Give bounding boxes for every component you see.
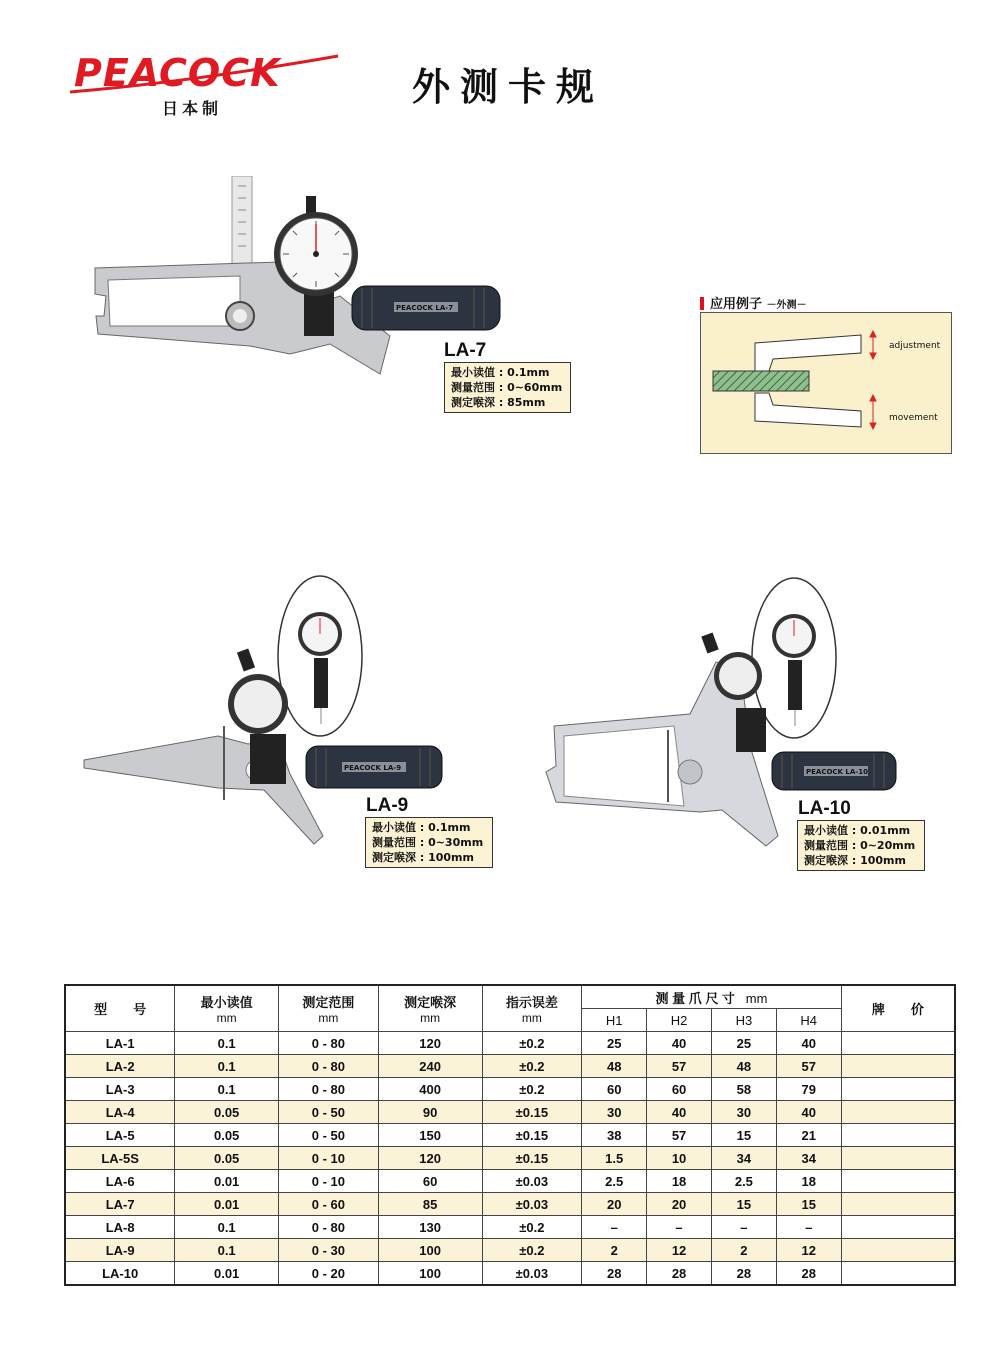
cell-h2: 18 [647, 1170, 712, 1193]
table-row [65, 1216, 955, 1239]
la7-spec-box: 最小读值 : 0.1mm 测量范围 : 0~60mm 测定喉深 : 85mm [444, 362, 571, 413]
specifications-table-body [65, 1032, 955, 1286]
header-error-label: 指示误差 [505, 995, 558, 1010]
header-min-reading-unit: mm [216, 1011, 237, 1025]
table-row [65, 1239, 955, 1262]
cell-model: LA-9 [65, 1239, 175, 1262]
spec-key: 最小读值 [804, 824, 848, 837]
cell-h2: 12 [647, 1239, 712, 1262]
cell-h2: 20 [647, 1193, 712, 1216]
adjustment-label: adjustment [889, 341, 941, 351]
header-error [482, 985, 582, 1032]
cell-h4: 28 [776, 1262, 841, 1286]
cell-min-reading: 0.1 [175, 1032, 279, 1055]
cell-min-reading: 0.01 [175, 1170, 279, 1193]
cell-h3: 15 [711, 1124, 776, 1147]
cell-depth: 150 [378, 1124, 482, 1147]
cell-price [841, 1147, 955, 1170]
spec-value: 0~60mm [507, 381, 563, 394]
cell-price [841, 1216, 955, 1239]
cell-h2: 57 [647, 1055, 712, 1078]
cell-h3: 15 [711, 1193, 776, 1216]
cell-price [841, 1032, 955, 1055]
cell-range: 0 - 30 [279, 1239, 379, 1262]
spec-value: 100mm [860, 854, 906, 867]
cell-h4: 21 [776, 1124, 841, 1147]
cell-h3: 28 [711, 1262, 776, 1286]
made-in-japan: 日本制 [162, 99, 223, 118]
cell-error: ±0.15 [482, 1147, 582, 1170]
header-error-unit: mm [521, 1011, 542, 1025]
cell-h3: 2 [711, 1239, 776, 1262]
table-row [65, 1262, 955, 1286]
cell-price [841, 1193, 955, 1216]
spec-key: 测量范围 [372, 836, 416, 849]
table-row [65, 1032, 955, 1055]
cell-error: ±0.2 [482, 1032, 582, 1055]
spec-value: 0.1mm [428, 821, 471, 834]
cell-model: LA-6 [65, 1170, 175, 1193]
specifications-table [64, 984, 956, 1286]
cell-min-reading: 0.1 [175, 1239, 279, 1262]
cell-depth: 60 [378, 1170, 482, 1193]
cell-h3: 2.5 [711, 1170, 776, 1193]
cell-h1: – [582, 1216, 647, 1239]
cell-h3: 34 [711, 1147, 776, 1170]
cell-range: 0 - 80 [279, 1032, 379, 1055]
cell-h1: 2 [582, 1239, 647, 1262]
application-title [700, 293, 807, 312]
logo-text: PEACOCK [74, 52, 281, 95]
cell-h1: 25 [582, 1032, 647, 1055]
table-row [65, 1078, 955, 1101]
header-model: 型 号 [65, 985, 175, 1032]
cell-h3: 58 [711, 1078, 776, 1101]
cell-model: LA-3 [65, 1078, 175, 1101]
cell-model: LA-5S [65, 1147, 175, 1170]
cell-model: LA-1 [65, 1032, 175, 1055]
cell-range: 0 - 80 [279, 1055, 379, 1078]
cell-model: LA-4 [65, 1101, 175, 1124]
cell-price [841, 1078, 955, 1101]
cell-error: ±0.15 [482, 1124, 582, 1147]
cell-error: ±0.03 [482, 1193, 582, 1216]
cell-depth: 100 [378, 1262, 482, 1286]
la10-model-label: LA-10 [798, 798, 851, 819]
cell-h2: 60 [647, 1078, 712, 1101]
cell-h1: 28 [582, 1262, 647, 1286]
table-row [65, 1055, 955, 1078]
cell-min-reading: 0.01 [175, 1193, 279, 1216]
cell-min-reading: 0.1 [175, 1055, 279, 1078]
spec-key: 最小读值 [451, 366, 495, 379]
la10-handle-text: PEACOCK LA-10 [806, 768, 868, 776]
header-depth-label: 测定喉深 [404, 995, 457, 1010]
cell-h1: 48 [582, 1055, 647, 1078]
spec-key: 测定喉深 [804, 854, 848, 867]
cell-h1: 60 [582, 1078, 647, 1101]
cell-h3: 30 [711, 1101, 776, 1124]
cell-h4: 40 [776, 1032, 841, 1055]
brand-logo [70, 52, 340, 122]
cell-h4: – [776, 1216, 841, 1239]
table-row [65, 1170, 955, 1193]
cell-min-reading: 0.05 [175, 1147, 279, 1170]
spec-value: 0.1mm [507, 366, 550, 379]
cell-depth: 85 [378, 1193, 482, 1216]
cell-model: LA-8 [65, 1216, 175, 1239]
header-jaw-label: 测 量 爪 尺 寸 [655, 990, 735, 1006]
cell-h2: 40 [647, 1101, 712, 1124]
cell-h1: 38 [582, 1124, 647, 1147]
header-h3: H3 [711, 1009, 776, 1032]
spec-value: 0.01mm [860, 824, 911, 837]
table-row [65, 1124, 955, 1147]
cell-depth: 400 [378, 1078, 482, 1101]
cell-range: 0 - 10 [279, 1147, 379, 1170]
cell-error: ±0.15 [482, 1101, 582, 1124]
spec-key: 测量范围 [451, 381, 495, 394]
header-jaw-size [582, 985, 841, 1009]
cell-h4: 18 [776, 1170, 841, 1193]
cell-price [841, 1239, 955, 1262]
cell-h3: 48 [711, 1055, 776, 1078]
cell-depth: 100 [378, 1239, 482, 1262]
cell-price [841, 1124, 955, 1147]
cell-model: LA-2 [65, 1055, 175, 1078]
application-subtitle: －外测－ [766, 300, 807, 311]
cell-h1: 30 [582, 1101, 647, 1124]
page-title: 外测卡规 [412, 65, 605, 109]
spec-value: 0~30mm [428, 836, 484, 849]
cell-h4: 57 [776, 1055, 841, 1078]
cell-error: ±0.2 [482, 1216, 582, 1239]
header-range-label: 测定范围 [302, 995, 355, 1010]
movement-label: movement [889, 413, 938, 423]
cell-depth: 120 [378, 1147, 482, 1170]
cell-min-reading: 0.05 [175, 1124, 279, 1147]
cell-error: ±0.2 [482, 1078, 582, 1101]
cell-min-reading: 0.05 [175, 1101, 279, 1124]
la7-handle-text: PEACOCK LA-7 [396, 304, 454, 312]
title-marker [700, 297, 704, 310]
cell-price [841, 1055, 955, 1078]
cell-model: LA-10 [65, 1262, 175, 1286]
cell-h2: 10 [647, 1147, 712, 1170]
application-example-box [700, 312, 952, 454]
spec-value: 85mm [507, 396, 546, 409]
cell-h2: 28 [647, 1262, 712, 1286]
peacock-logo-wordmark [70, 52, 340, 98]
cell-range: 0 - 80 [279, 1078, 379, 1101]
table-row [65, 1193, 955, 1216]
cell-model: LA-7 [65, 1193, 175, 1216]
cell-range: 0 - 10 [279, 1170, 379, 1193]
cell-h4: 12 [776, 1239, 841, 1262]
cell-price [841, 1101, 955, 1124]
cell-min-reading: 0.1 [175, 1078, 279, 1101]
cell-depth: 130 [378, 1216, 482, 1239]
cell-error: ±0.2 [482, 1239, 582, 1262]
cell-range: 0 - 50 [279, 1101, 379, 1124]
cell-h4: 40 [776, 1101, 841, 1124]
la10-spec-box: 最小读值 : 0.01mm 测量范围 : 0~20mm 测定喉深 : 100mm [797, 820, 925, 871]
cell-h2: 57 [647, 1124, 712, 1147]
spec-value: 0~20mm [860, 839, 916, 852]
spec-value: 100mm [428, 851, 474, 864]
cell-h4: 34 [776, 1147, 841, 1170]
application-diagram [701, 313, 951, 453]
cell-h3: – [711, 1216, 776, 1239]
cell-h1: 20 [582, 1193, 647, 1216]
header-min-reading-label: 最小读值 [200, 995, 253, 1010]
cell-h2: – [647, 1216, 712, 1239]
spec-key: 测定喉深 [372, 851, 416, 864]
table-row [65, 1147, 955, 1170]
cell-range: 0 - 80 [279, 1216, 379, 1239]
la7-model-label: LA-7 [444, 340, 487, 361]
header-h1: H1 [582, 1009, 647, 1032]
cell-min-reading: 0.01 [175, 1262, 279, 1286]
cell-error: ±0.2 [482, 1055, 582, 1078]
cell-depth: 240 [378, 1055, 482, 1078]
cell-h1: 1.5 [582, 1147, 647, 1170]
la9-model-label: LA-9 [366, 795, 409, 816]
cell-range: 0 - 50 [279, 1124, 379, 1147]
cell-price [841, 1170, 955, 1193]
cell-depth: 90 [378, 1101, 482, 1124]
cell-h4: 15 [776, 1193, 841, 1216]
cell-h4: 79 [776, 1078, 841, 1101]
cell-price [841, 1262, 955, 1286]
cell-range: 0 - 60 [279, 1193, 379, 1216]
la9-spec-box: 最小读值 : 0.1mm 测量范围 : 0~30mm 测定喉深 : 100mm [365, 817, 493, 868]
header-depth-unit: mm [420, 1011, 441, 1025]
cell-h3: 25 [711, 1032, 776, 1055]
cell-depth: 120 [378, 1032, 482, 1055]
header-min-reading [175, 985, 279, 1032]
cell-range: 0 - 20 [279, 1262, 379, 1286]
cell-error: ±0.03 [482, 1262, 582, 1286]
la9-handle-text: PEACOCK LA-9 [344, 764, 402, 772]
cell-error: ±0.03 [482, 1170, 582, 1193]
header-h2: H2 [647, 1009, 712, 1032]
cell-h1: 2.5 [582, 1170, 647, 1193]
header-h4: H4 [776, 1009, 841, 1032]
application-title-text: 应用例子 [710, 297, 763, 312]
header-range-unit: mm [318, 1011, 339, 1025]
spec-key: 最小读值 [372, 821, 416, 834]
header-jaw-unit: mm [745, 990, 768, 1006]
header-range [279, 985, 379, 1032]
header-depth [378, 985, 482, 1032]
cell-h2: 40 [647, 1032, 712, 1055]
spec-key: 测量范围 [804, 839, 848, 852]
cell-model: LA-5 [65, 1124, 175, 1147]
header-price: 牌 价 [841, 985, 955, 1032]
table-row [65, 1101, 955, 1124]
spec-key: 测定喉深 [451, 396, 495, 409]
cell-min-reading: 0.1 [175, 1216, 279, 1239]
